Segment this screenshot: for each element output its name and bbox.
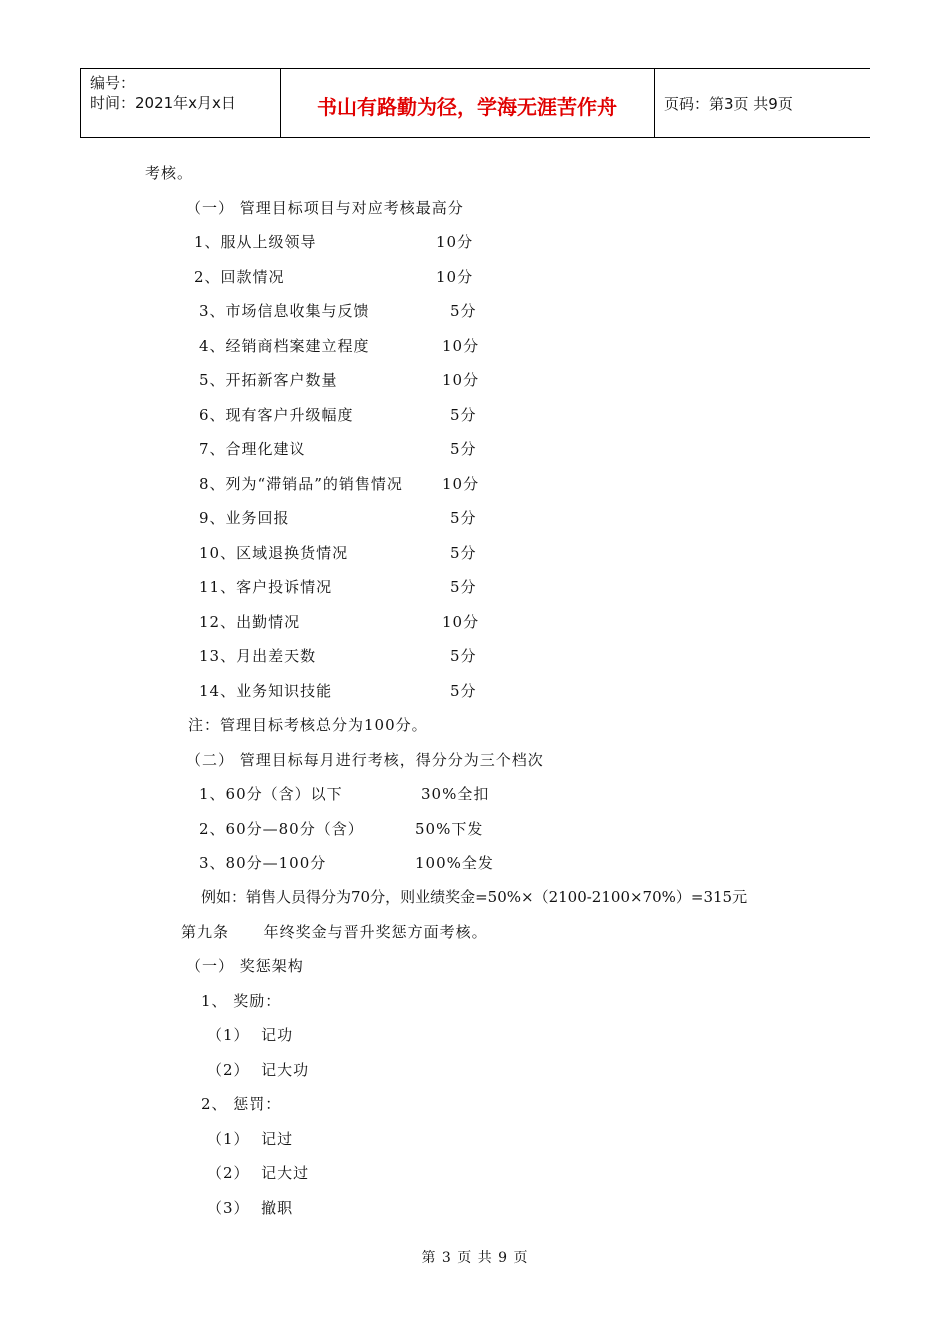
item-label: 13、月出差天数 [199,647,317,665]
item-score: 5分 [450,509,477,527]
item-score: 10分 [442,371,480,389]
item-score: 10分 [436,268,474,286]
header-motto: 书山有路勤为径，学海无涯苦作舟 [317,95,617,119]
tier-label: 2、60分—80分（含） [199,820,364,838]
item-label: 8、列为“滞销品”的销售情况 [199,475,403,493]
item-score: 10分 [442,613,480,631]
item-label: 9、业务回报 [199,509,290,527]
item-score: 5分 [450,682,477,700]
penalty-item: （3） 撤职 [207,1199,294,1217]
section-3-title: （一） 奖惩架构 [186,957,304,975]
tier-value: 100%全发 [415,854,494,872]
item-score: 5分 [450,544,477,562]
section-2-title: （二） 管理目标每月进行考核，得分分为三个档次 [186,751,544,769]
item-score: 5分 [450,440,477,458]
header-divider-2 [654,69,655,137]
article-9-title: 第九条 年终奖金与晋升奖惩方面考核。 [181,923,488,941]
item-label: 10、区域退换货情况 [199,544,349,562]
header-divider-1 [280,69,281,137]
item-label: 14、业务知识技能 [199,682,333,700]
item-label: 11、客户投诉情况 [199,578,333,596]
note-text: 注：管理目标考核总分为100分。 [188,716,428,734]
item-score: 10分 [436,233,474,251]
header-meta [90,73,236,113]
item-label: 12、出勤情况 [199,613,301,631]
item-label: 5、开拓新客户数量 [199,371,338,389]
date-label: 时间：2021年x月x日 [90,94,236,112]
penalty-item: （1） 记过 [207,1130,294,1148]
tier-value: 50%下发 [415,820,484,838]
item-score: 5分 [450,647,477,665]
item-label: 4、经销商档案建立程度 [199,337,370,355]
item-label: 3、市场信息收集与反馈 [199,302,370,320]
item-score: 5分 [450,578,477,596]
page-header [80,68,870,138]
number-label: 编号： [90,74,136,92]
item-score: 10分 [442,337,480,355]
item-label: 1、服从上级领导 [194,233,317,251]
tier-label: 3、80分—100分 [199,854,327,872]
lead-text: 考核。 [145,164,194,182]
item-score: 5分 [450,406,477,424]
item-label: 6、现有客户升级幅度 [199,406,354,424]
section-1-title: （一） 管理目标项目与对应考核最高分 [186,199,464,217]
item-label: 7、合理化建议 [199,440,306,458]
penalty-item: （2） 记大过 [207,1164,310,1182]
item-score: 5分 [450,302,477,320]
page-footer: 第 3 页 共 9 页 [421,1250,529,1266]
header-page-label: 页码：第3页 共9页 [664,95,793,113]
reward-title: 1、 奖励： [201,992,282,1010]
reward-item: （2） 记大功 [207,1061,310,1079]
item-label: 2、回款情况 [194,268,285,286]
tier-label: 1、60分（含）以下 [199,785,343,803]
penalty-title: 2、 惩罚： [201,1095,282,1113]
tier-value: 30%全扣 [421,785,490,803]
reward-item: （1） 记功 [207,1026,294,1044]
example-text: 例如：销售人员得分为70分，则业绩奖金=50%×（2100-2100×70%）=315元 [201,888,748,906]
header-left-border [80,69,81,137]
item-score: 10分 [442,475,480,493]
